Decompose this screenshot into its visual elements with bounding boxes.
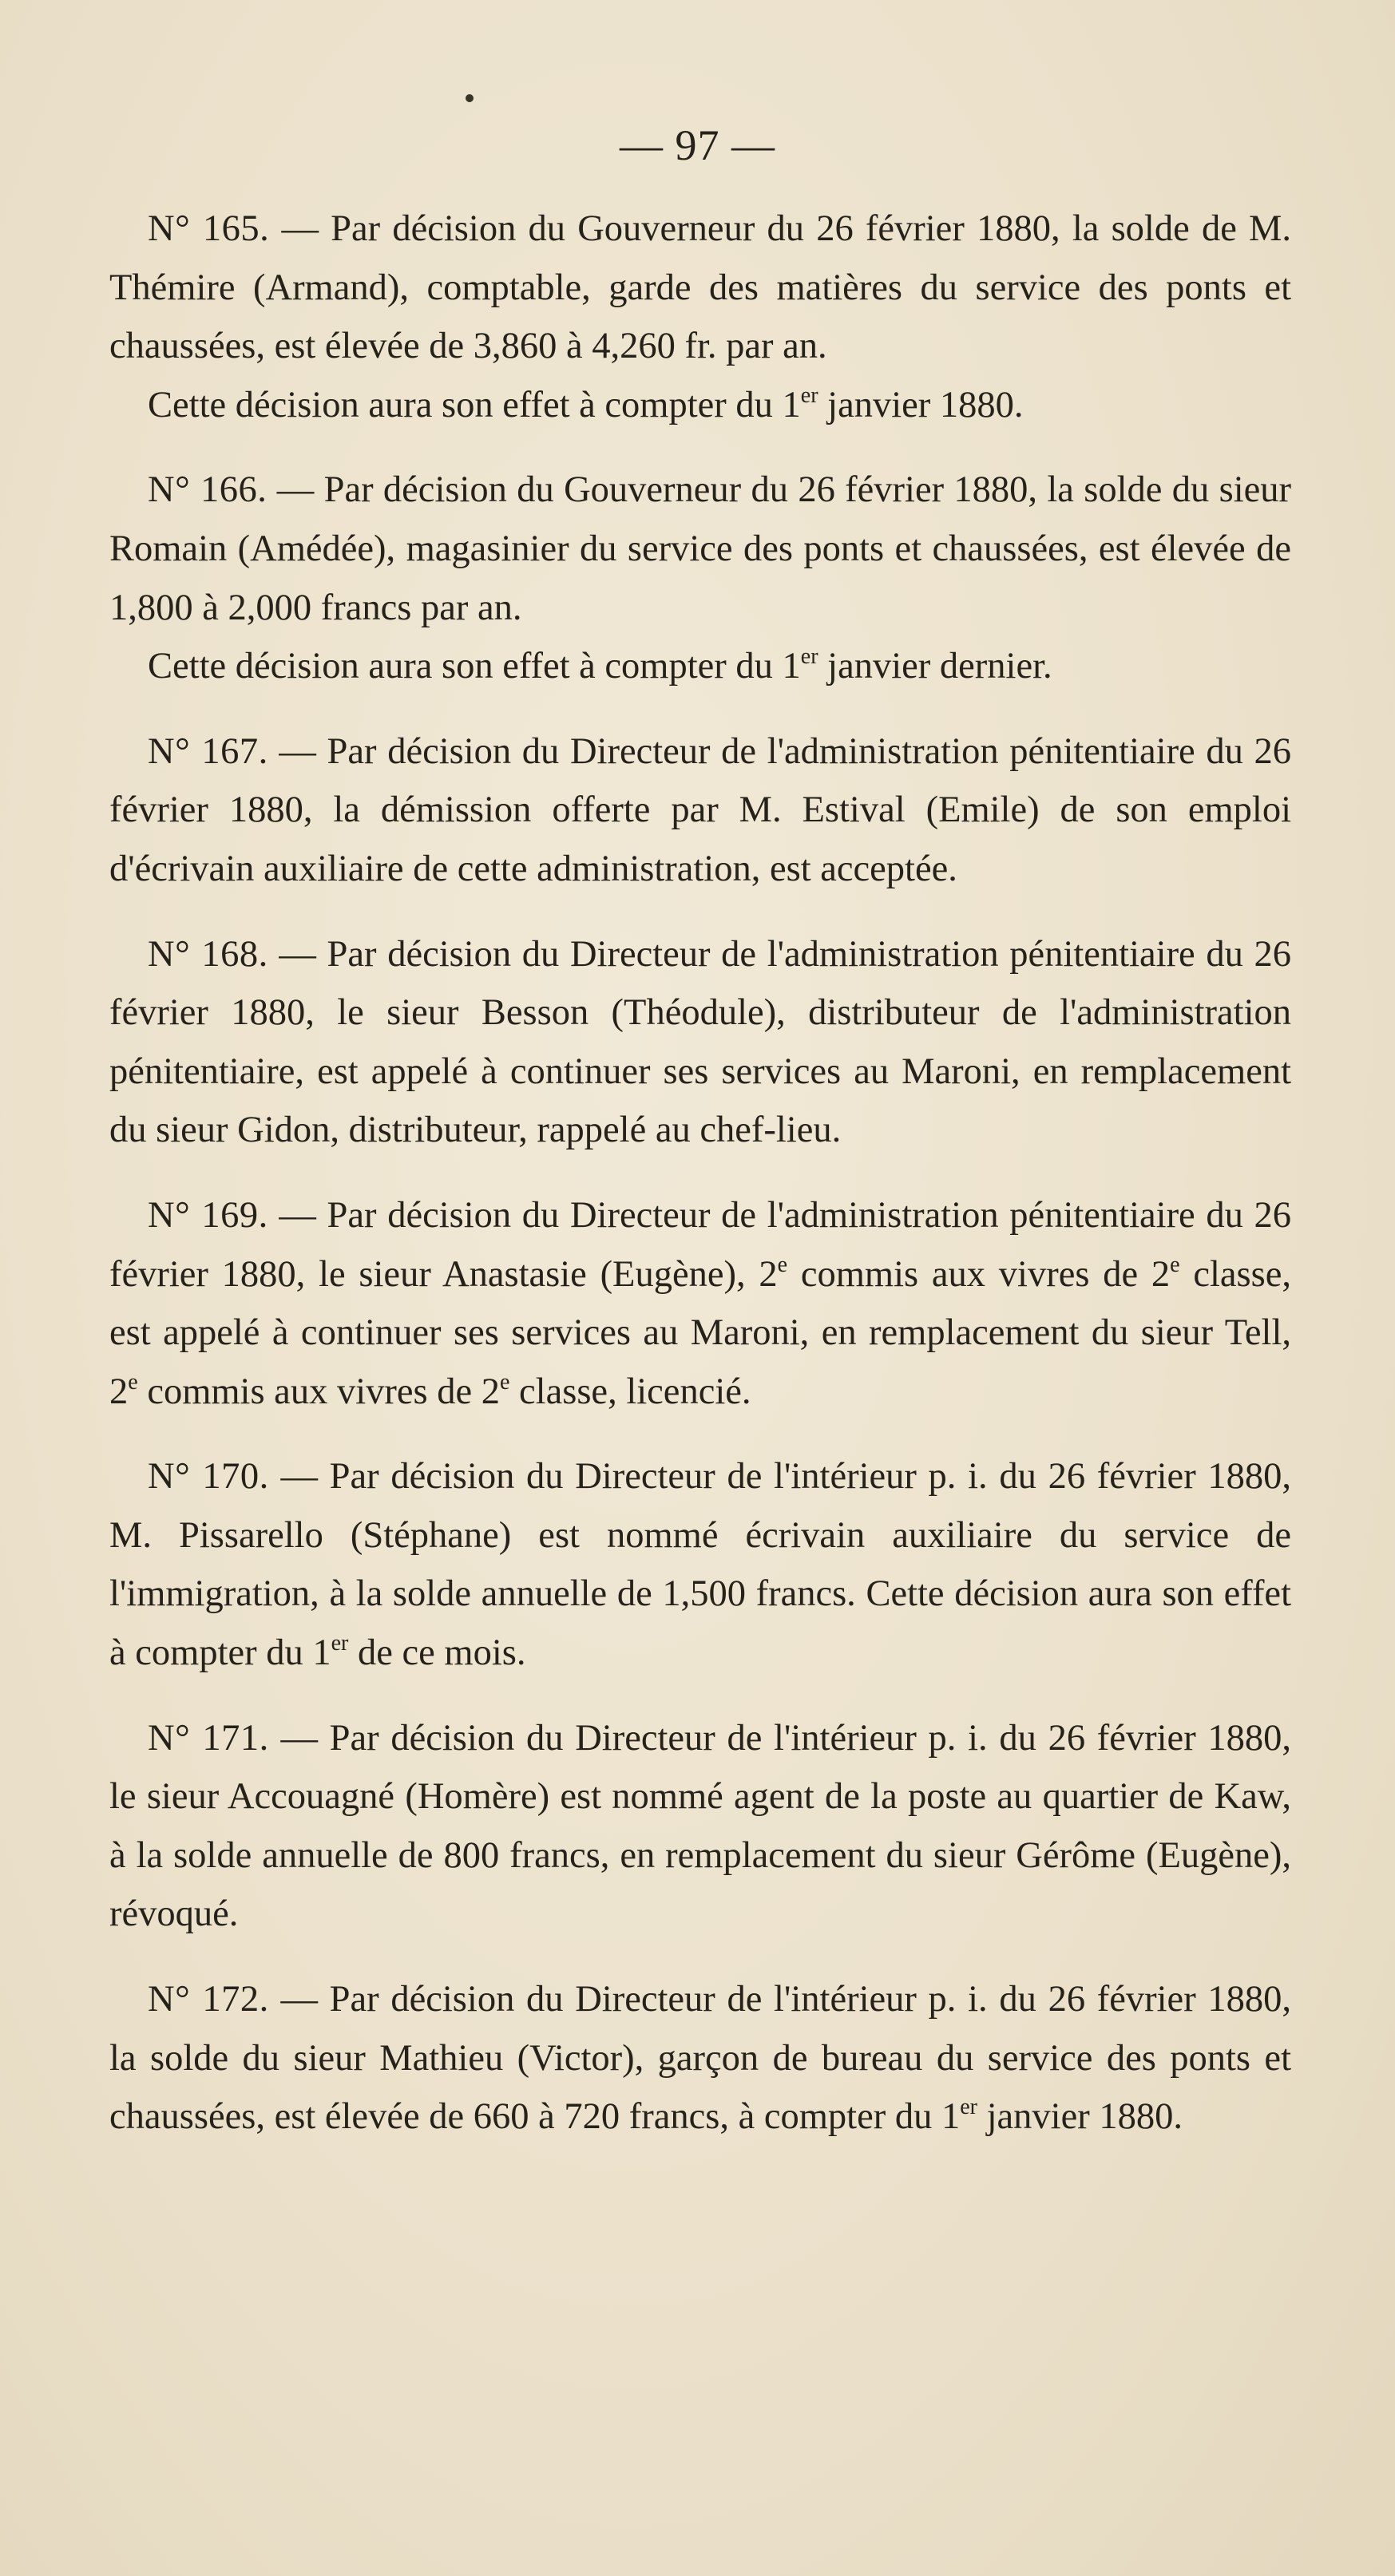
entry-note <box>109 376 1291 435</box>
entry-169 <box>109 1186 1291 1421</box>
entry-note <box>109 637 1291 696</box>
entry-172 <box>109 1970 1291 2147</box>
note-text: Cette décision aura son effet à compter du 1 <box>148 384 801 425</box>
entry-paragraph <box>109 461 1291 637</box>
entry-text: — Par décision du Directeur de l'administration pénitentiaire du 26 février 1880, la démission offerte par M. Estival (Emile) de son emploi d'écrivain auxiliaire de cette administration, est acceptée. <box>109 730 1292 889</box>
page-body <box>109 200 1291 2173</box>
note-text: janvier 1880. <box>818 384 1024 425</box>
entry-number: N° 166. <box>148 469 268 511</box>
entry-paragraph <box>109 1186 1291 1421</box>
entry-number: N° 172. <box>148 1979 269 2020</box>
entry-text: janvier 1880. <box>977 2096 1183 2138</box>
superscript: er <box>800 382 818 408</box>
note-text: janvier dernier. <box>818 646 1052 687</box>
entry-165 <box>109 200 1291 434</box>
entry-text: commis aux vivres de 2 <box>137 1371 500 1412</box>
entry-text: classe, licencié. <box>509 1371 751 1412</box>
entry-number: N° 169. <box>148 1194 268 1236</box>
entry-166 <box>109 461 1291 695</box>
entry-170 <box>109 1447 1291 1682</box>
entry-text: — Par décision du Directeur de l'administration pénitentiaire du 26 février 1880, le sieur Besson (Théodule), distributeur de l'administration pénitentiaire, est appelé à continuer ses services au Maroni, en remplacement du sieur Gidon, distributeur, rappelé au chef-lieu. <box>109 933 1292 1151</box>
entry-number: N° 170. <box>148 1456 269 1498</box>
entry-text: — Par décision du Gouverneur du 26 février 1880, la solde de M. Thémire (Armand), comptable, garde des matières du service des ponts et chaussées, est élevée de 3,860 à 4,260 fr. par an. <box>109 208 1292 367</box>
page-number: — 97 — <box>620 121 775 169</box>
superscript: e <box>128 1369 138 1395</box>
entry-number: N° 171. <box>148 1717 269 1759</box>
superscript: er <box>331 1631 349 1656</box>
entry-167 <box>109 722 1291 899</box>
entry-text: — Par décision du Directeur de l'intérieur p. i. du 26 février 1880, la solde du sieur Mathieu (Victor), garçon de bureau du service des ponts et chaussées, est élevée de 660 à 720 francs, à compter du 1 <box>109 1979 1292 2138</box>
entry-text: — Par décision du Directeur de l'intérieur p. i. du 26 février 1880, le sieur Accouagné (Homère) est nommé agent de la poste au quartier de Kaw, à la solde annuelle de 800 francs, en remplacement du sieur Gérôme (Eugène), révoqué. <box>109 1717 1292 1935</box>
entry-text: classe, est appelé à continuer ses services au Maroni, en remplacement du sieur Tell, 2 <box>109 1253 1291 1412</box>
note-text: Cette décision aura son effet à compter du 1 <box>148 646 801 687</box>
entry-171 <box>109 1709 1291 1944</box>
superscript: e <box>777 1252 788 1277</box>
superscript: er <box>960 2095 977 2120</box>
ink-dot <box>466 94 474 102</box>
superscript: e <box>499 1369 510 1395</box>
entry-text: — Par décision du Directeur de l'administration pénitentiaire du 26 février 1880, le sieur Anastasie (Eugène), 2 <box>109 1194 1292 1295</box>
entry-number: N° 168. <box>148 933 268 975</box>
entry-text: — Par décision du Gouverneur du 26 février 1880, la solde du sieur Romain (Amédée), magasinier du service des ponts et chaussées, est élevée de 1,800 à 2,000 francs par an. <box>109 469 1292 628</box>
entry-paragraph <box>109 200 1291 376</box>
entry-paragraph <box>109 1447 1291 1682</box>
superscript: e <box>1170 1252 1180 1277</box>
entry-paragraph <box>109 1970 1291 2147</box>
entry-number: N° 167. <box>148 730 268 772</box>
entry-text: — Par décision du Directeur de l'intérieur p. i. du 26 février 1880, M. Pissarello (Stéphane) est nommé écrivain auxiliaire du service de l'immigration, à la solde annuelle de 1,500 francs. Cette décision aura son effet à compter du 1 <box>109 1456 1292 1674</box>
entry-paragraph <box>109 1709 1291 1944</box>
superscript: er <box>800 644 818 670</box>
entry-text: commis aux vivres de 2 <box>787 1253 1171 1295</box>
entry-text: de ce mois. <box>348 1632 526 1674</box>
entry-168 <box>109 925 1291 1160</box>
entry-number: N° 165. <box>148 208 270 249</box>
entry-paragraph <box>109 925 1291 1160</box>
entry-paragraph <box>109 722 1291 899</box>
